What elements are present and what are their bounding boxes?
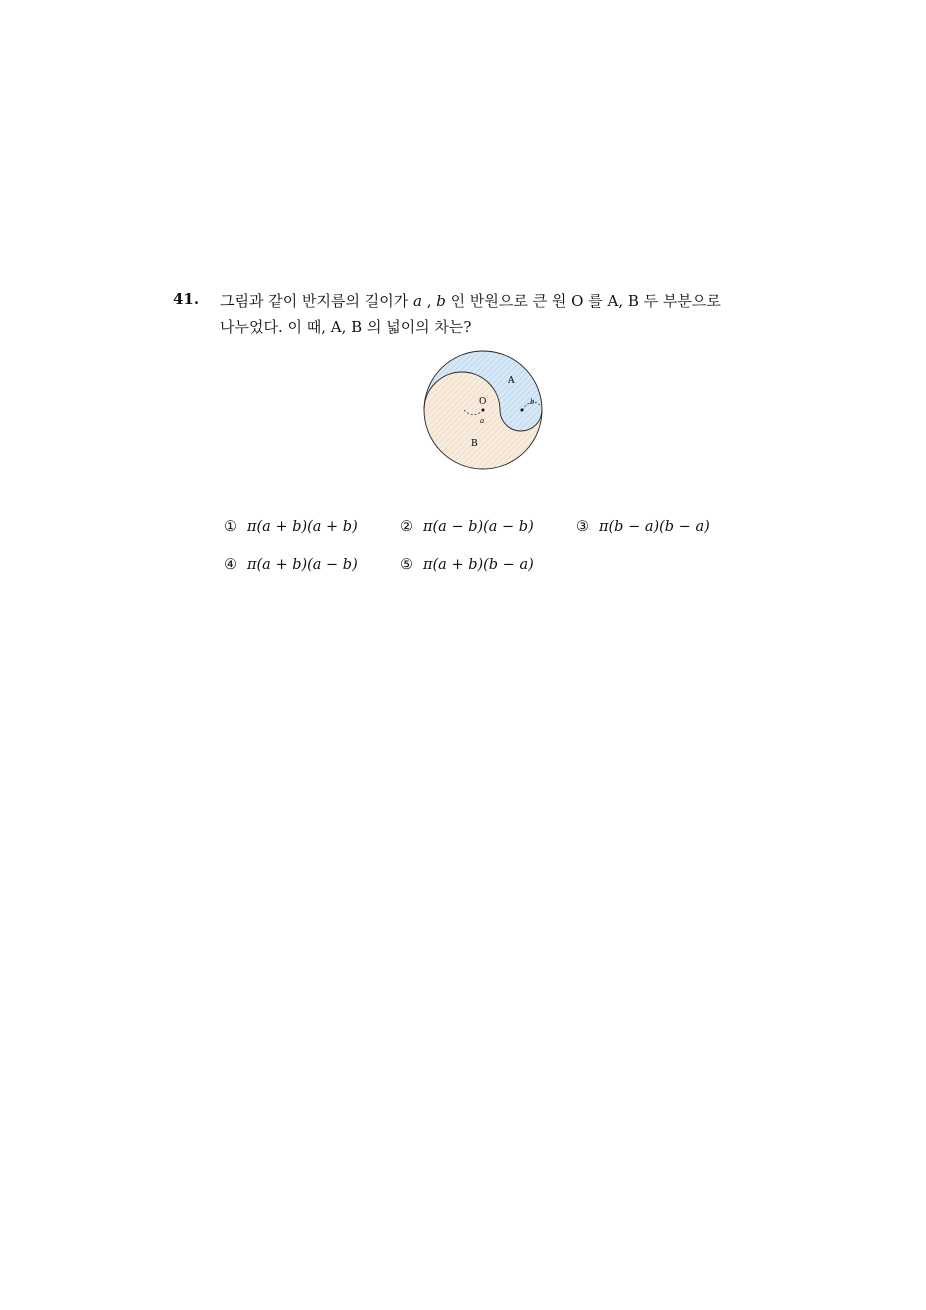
center-o-dot [482, 409, 485, 412]
center-b-dot [521, 409, 524, 412]
choice-mark: ② [400, 519, 413, 535]
variable-b: b [436, 292, 446, 310]
choice-expression: π(b − a)(b − a) [599, 519, 710, 535]
choice-expression: π(a + b)(a − b) [247, 557, 358, 573]
circle-figure [418, 345, 548, 475]
choice-2[interactable] [400, 519, 534, 535]
choice-mark: ① [224, 519, 237, 535]
question-stem-line-2: 나누었다. 이 때, A, B 의 넓이의 차는? [220, 318, 472, 336]
choice-expression: π(a − b)(a − b) [423, 519, 534, 535]
stem-separator: , [426, 292, 432, 310]
question-number: 41. [173, 290, 200, 308]
variable-a: a [412, 292, 422, 310]
label-b-small: b [530, 398, 535, 406]
region-label-a: A [508, 376, 515, 386]
region-label-b: B [471, 439, 478, 449]
choice-expression: π(a + b)(a + b) [247, 519, 358, 535]
label-o: O [479, 397, 487, 407]
stem-text-1: 그림과 같이 반지름의 길이가 [220, 292, 409, 310]
choice-expression: π(a + b)(b − a) [423, 557, 534, 573]
label-a-small: a [480, 417, 485, 425]
stem-text-2: 인 반원으로 큰 원 O 를 A, B 두 부분으로 [450, 292, 721, 310]
choice-mark: ④ [224, 557, 237, 573]
choice-5[interactable] [400, 557, 534, 573]
choice-1[interactable] [224, 519, 358, 535]
question-stem-line-1 [220, 290, 721, 311]
choice-4[interactable] [224, 557, 358, 573]
choice-3[interactable] [576, 519, 710, 535]
choice-mark: ③ [576, 519, 589, 535]
choice-mark: ⑤ [400, 557, 413, 573]
